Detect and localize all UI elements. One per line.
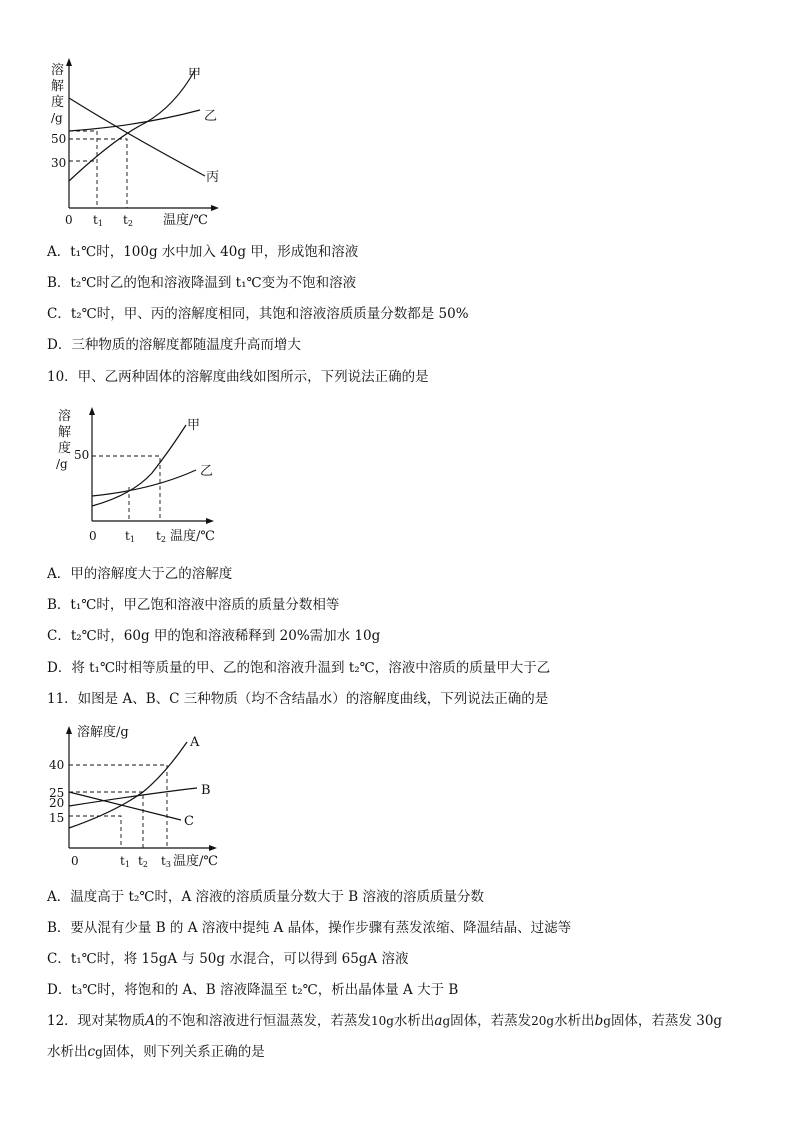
y-axis-arrow xyxy=(89,407,95,415)
q10-option-d: D．将 t₁℃时相等质量的甲、乙的饱和溶液升温到 t₂℃，溶液中溶质的质量甲大于乙 xyxy=(47,660,551,676)
x-tick-label: t2 xyxy=(138,854,148,869)
y-tick-label: 25 xyxy=(49,786,65,800)
q10-option-b: B．t₁℃时，甲乙饱和溶液中溶质的质量分数相等 xyxy=(47,597,340,613)
q11-option-c: C．t₁℃时，将 15gA 与 50g 水混合，可以得到 65gA 溶液 xyxy=(47,951,409,967)
curve-label: 乙 xyxy=(204,109,218,124)
curve-label: B xyxy=(201,783,211,798)
x-tick-label: 0 xyxy=(89,529,97,543)
q12-unit: g xyxy=(603,1014,611,1028)
curve-bing xyxy=(69,98,205,176)
q12-text: 12．现对某物质 xyxy=(47,1013,146,1029)
q12-unit: g xyxy=(95,1045,103,1059)
q9-option-d: D．三种物质的溶解度都随温度升高而增大 xyxy=(47,337,301,353)
y-axis-label-char: /g xyxy=(51,111,63,125)
q12-var-a: a xyxy=(434,1013,443,1029)
y-axis-label-char: 溶 xyxy=(51,63,65,78)
y-axis-arrow xyxy=(66,58,72,66)
curve-a xyxy=(69,742,187,828)
q12-text: 水析出 xyxy=(47,1044,88,1060)
curve-label: 甲 xyxy=(187,418,201,433)
y-tick-label: 40 xyxy=(49,758,65,772)
q10-stem: 10．甲、乙两种固体的溶解度曲线如图所示，下列说法正确的是 xyxy=(47,369,429,385)
q12-var-b: b xyxy=(594,1013,604,1029)
guide-line xyxy=(92,456,160,521)
q9-option-a: A．t₁℃时，100g 水中加入 40g 甲，形成饱和溶液 xyxy=(47,244,359,260)
y-axis-label-char: 解 xyxy=(58,425,72,440)
q9-option-b: B．t₂℃时乙的饱和溶液降温到 t₁℃变为不饱和溶液 xyxy=(47,275,357,291)
q12-text: 的不饱和溶液进行恒温蒸发，若蒸发 xyxy=(154,1013,371,1029)
q11-stem: 11．如图是 A、B、C 三种物质（均不含结晶水）的溶解度曲线，下列说法正确的是 xyxy=(47,691,549,707)
x-axis-label: 温度/℃ xyxy=(173,854,218,869)
y-axis-label-char: /g xyxy=(56,457,68,471)
guide-line xyxy=(69,765,167,848)
x-tick-label: t1 xyxy=(93,213,103,228)
y-axis-label-char: 度 xyxy=(58,441,72,456)
q11-option-a: A．温度高于 t₂℃时，A 溶液的溶质质量分数大于 B 溶液的溶质质量分数 xyxy=(47,889,485,905)
guide-line xyxy=(69,131,97,208)
y-tick-label: 15 xyxy=(49,811,65,825)
q12-mass: 10g xyxy=(370,1014,394,1028)
q12-var-c: c xyxy=(87,1044,96,1060)
curve-yi xyxy=(69,110,200,131)
q12-text: 固体，则下列关系正确的是 xyxy=(102,1044,265,1060)
x-tick-label: t1 xyxy=(120,854,130,869)
solubility-chart-3 xyxy=(45,722,235,872)
x-axis-arrow xyxy=(209,845,217,851)
q12-text: 水析出 xyxy=(393,1013,435,1029)
curve-yi xyxy=(92,470,196,496)
x-tick-label: t3 xyxy=(161,854,171,869)
q12-text: 固体，若蒸发 30g xyxy=(610,1013,723,1029)
y-axis-label-char: 度 xyxy=(51,95,65,110)
q12-substance: A xyxy=(145,1013,155,1029)
q11-option-d: D．t₃℃时，将饱和的 A、B 溶液降温至 t₂℃，析出晶体量 A 大于 B xyxy=(47,982,459,998)
y-axis-label-char: 解 xyxy=(51,79,65,94)
x-tick-label: 0 xyxy=(71,854,79,868)
x-axis-arrow xyxy=(206,518,214,524)
curve-label: 乙 xyxy=(200,464,214,479)
q12-stem-line2 xyxy=(47,1043,265,1061)
y-tick-label: 50 xyxy=(51,132,67,146)
y-axis-label-char: 溶 xyxy=(58,409,72,424)
q12-stem-line1 xyxy=(47,1012,722,1030)
q12-mass: 20g xyxy=(531,1014,555,1028)
solubility-chart-2 xyxy=(52,405,232,547)
x-tick-label: t2 xyxy=(123,213,133,228)
curve-jia xyxy=(69,70,195,181)
x-axis-label: 温度/℃ xyxy=(170,529,215,544)
curve-label: C xyxy=(184,814,194,829)
q12-text: 固体，若蒸发 xyxy=(450,1013,532,1029)
x-tick-label: t2 xyxy=(156,529,166,544)
y-tick-label: 50 xyxy=(74,448,90,462)
q9-option-c: C．t₂℃时，甲、丙的溶解度相同，其饱和溶液溶质质量分数都是 50% xyxy=(47,306,469,322)
x-tick-label: 0 xyxy=(65,213,73,227)
q11-option-b: B．要从混有少量 B 的 A 溶液中提纯 A 晶体，操作步骤有蒸发浓缩、降温结晶、过滤等 xyxy=(47,920,572,936)
x-tick-label: t1 xyxy=(125,529,135,544)
q10-option-a: A．甲的溶解度大于乙的溶解度 xyxy=(47,566,233,582)
curve-label: 甲 xyxy=(188,67,202,82)
q12-unit: g xyxy=(442,1014,451,1028)
y-tick-label: 20 xyxy=(49,796,65,810)
curve-label: 丙 xyxy=(206,170,220,185)
q12-text: 水析出 xyxy=(554,1013,595,1029)
y-axis-label: 溶解度/g xyxy=(77,725,129,740)
y-tick-label: 30 xyxy=(51,156,67,170)
y-axis-arrow xyxy=(66,726,72,734)
guide-line xyxy=(69,816,121,848)
x-axis-arrow xyxy=(211,205,219,211)
curve-label: A xyxy=(190,735,200,750)
q10-option-c: C．t₂℃时，60g 甲的饱和溶液稀释到 20%需加水 10g xyxy=(47,628,381,644)
x-axis-label: 温度/℃ xyxy=(163,213,208,228)
solubility-chart-1 xyxy=(45,58,235,228)
